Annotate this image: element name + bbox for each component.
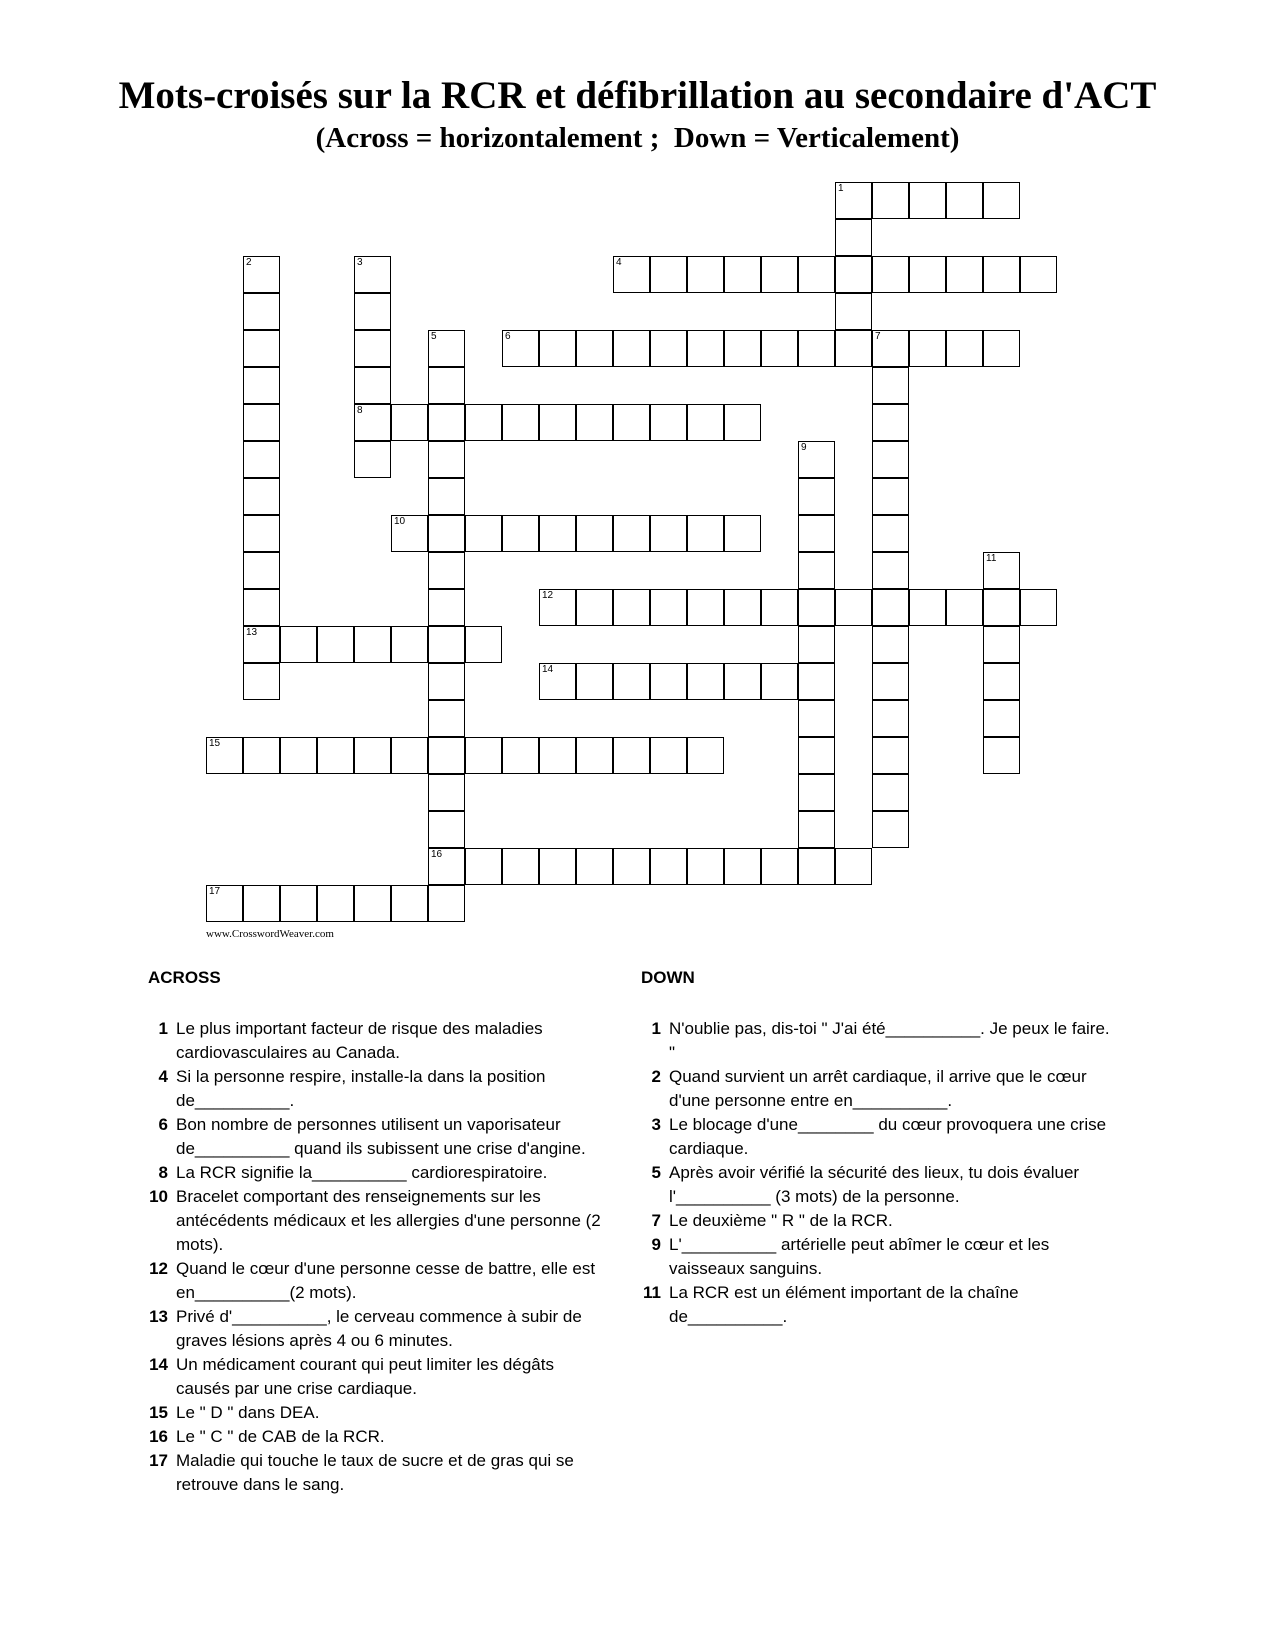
crossword-cell[interactable] [576, 589, 613, 626]
crossword-cell[interactable] [872, 330, 909, 367]
clue-item-text: Maladie qui touche le taux de sucre et de gras qui se retrouve dans le sang. [176, 1451, 574, 1494]
clue-item-text: La RCR signifie la__________ cardiorespiratoire. [176, 1163, 548, 1182]
clue-item-number: 16 [149, 1427, 168, 1446]
clue-item [633, 1113, 1113, 1161]
crossword-cell[interactable] [687, 589, 724, 626]
clue-item-text: Le " C " de CAB de la RCR. [176, 1427, 385, 1446]
crossword-cell[interactable] [798, 478, 835, 515]
clue-item-number: 15 [149, 1403, 168, 1422]
crossword-cell[interactable] [724, 404, 761, 441]
crossword-cell[interactable] [317, 737, 354, 774]
crossword-cell[interactable] [317, 626, 354, 663]
clue-number: 7 [875, 331, 881, 342]
clue-item-text: Quand survient un arrêt cardiaque, il arrive que le cœur d'une personne entre en__________. [669, 1067, 1087, 1110]
clue-item [633, 1281, 1113, 1329]
crossword-cell[interactable] [539, 515, 576, 552]
clue-number: 3 [357, 257, 363, 268]
crossword-cell[interactable] [872, 441, 909, 478]
crossword-cell[interactable] [539, 737, 576, 774]
crossword-cell[interactable] [946, 182, 983, 219]
crossword-cell[interactable] [391, 626, 428, 663]
crossword-cell[interactable] [687, 256, 724, 293]
clue-number: 4 [616, 257, 622, 268]
crossword-cell[interactable] [243, 256, 280, 293]
crossword-cell[interactable] [428, 700, 465, 737]
clue-item [140, 1305, 610, 1353]
clue-item-text: Le " D " dans DEA. [176, 1403, 320, 1422]
crossword-cell[interactable] [798, 589, 835, 626]
crossword-cell[interactable] [428, 848, 465, 885]
crossword-cell[interactable] [243, 404, 280, 441]
crossword-cell[interactable] [872, 367, 909, 404]
crossword-cell[interactable] [687, 848, 724, 885]
clue-item [140, 1257, 610, 1305]
crossword-cell[interactable] [613, 663, 650, 700]
crossword-cell[interactable] [798, 811, 835, 848]
crossword-cell[interactable] [983, 589, 1020, 626]
crossword-cell[interactable] [613, 848, 650, 885]
crossword-cell[interactable] [206, 885, 243, 922]
crossword-cell[interactable] [909, 589, 946, 626]
crossword-cell[interactable] [391, 515, 428, 552]
crossword-cell[interactable] [872, 663, 909, 700]
crossword-cell[interactable] [243, 626, 280, 663]
crossword-cell[interactable] [1020, 256, 1057, 293]
crossword-cell[interactable] [872, 811, 909, 848]
crossword-cell[interactable] [761, 256, 798, 293]
clue-number: 2 [246, 257, 252, 268]
clue-item-text: Le deuxième " R " de la RCR. [669, 1211, 893, 1230]
crossword-cell[interactable] [243, 367, 280, 404]
crossword-cell[interactable] [872, 182, 909, 219]
crossword-cell[interactable] [798, 330, 835, 367]
crossword-cell[interactable] [724, 256, 761, 293]
clue-item-number: 14 [149, 1355, 168, 1374]
crossword-cell[interactable] [983, 663, 1020, 700]
crossword-cell[interactable] [798, 552, 835, 589]
crossword-cell[interactable] [243, 293, 280, 330]
clue-item-number: 4 [158, 1067, 168, 1086]
clue-item-text: Bon nombre de personnes utilisent un vaporisateur de__________ quand ils subissent une crise d'angine. [176, 1115, 586, 1158]
clue-item-text: Quand le cœur d'une personne cesse de battre, elle est en__________(2 mots). [176, 1259, 596, 1302]
clue-item-number: 8 [158, 1163, 168, 1182]
crossword-cell[interactable] [724, 848, 761, 885]
clue-item [633, 1209, 1113, 1233]
crossword-cell[interactable] [502, 404, 539, 441]
crossword-cell[interactable] [872, 700, 909, 737]
crossword-cell[interactable] [465, 404, 502, 441]
clue-item-number: 2 [651, 1067, 661, 1086]
down-heading: DOWN [641, 968, 695, 987]
clue-number: 15 [209, 738, 221, 749]
crossword-cell[interactable] [428, 737, 465, 774]
clue-item-number: 9 [651, 1235, 661, 1254]
crossword-cell[interactable] [354, 367, 391, 404]
clue-number: 12 [542, 590, 554, 601]
crossword-cell[interactable] [502, 848, 539, 885]
crossword-cell[interactable] [687, 330, 724, 367]
clue-item-number: 3 [651, 1115, 661, 1134]
crossword-cell[interactable] [613, 404, 650, 441]
crossword-cell[interactable] [983, 256, 1020, 293]
crossword-cell[interactable] [465, 737, 502, 774]
crossword-cell[interactable] [354, 330, 391, 367]
crossword-cell[interactable] [613, 515, 650, 552]
crossword-cell[interactable] [835, 182, 872, 219]
clue-item [140, 1161, 610, 1185]
clue-item-text: Après avoir vérifié la sécurité des lieux, tu dois évaluer l'__________ (3 mots) de la personne. [669, 1163, 1080, 1206]
clue-item-number: 1 [158, 1019, 168, 1038]
crossword-cell[interactable] [428, 663, 465, 700]
crossword-cell[interactable] [465, 515, 502, 552]
crossword-cell[interactable] [317, 885, 354, 922]
clue-item-text: Si la personne respire, installe-la dans la position de__________. [176, 1067, 546, 1110]
crossword-cell[interactable] [613, 737, 650, 774]
crossword-cell[interactable] [650, 737, 687, 774]
crossword-cell[interactable] [835, 219, 872, 256]
clue-item [140, 1353, 610, 1401]
clue-item [633, 1017, 1113, 1065]
clue-item [633, 1233, 1113, 1281]
clue-item [633, 1065, 1113, 1113]
crossword-cell[interactable] [539, 404, 576, 441]
page-title: Mots-croisés sur la RCR et défibrillation au secondaire d'ACT [118, 74, 1157, 117]
crossword-cell[interactable] [576, 663, 613, 700]
crossword-cell[interactable] [798, 441, 835, 478]
crossword-cell[interactable] [650, 330, 687, 367]
crossword-cell[interactable] [576, 737, 613, 774]
crossword-cell[interactable] [650, 663, 687, 700]
crossword-cell[interactable] [354, 737, 391, 774]
crossword-cell[interactable] [391, 885, 428, 922]
crossword-cell[interactable] [946, 256, 983, 293]
crossword-cell[interactable] [243, 737, 280, 774]
across-heading: ACROSS [148, 968, 221, 987]
clue-item-number: 12 [149, 1259, 168, 1278]
crossword-cell[interactable] [613, 256, 650, 293]
crossword-cell[interactable] [243, 552, 280, 589]
crossword-cell[interactable] [872, 404, 909, 441]
clue-item-number: 1 [651, 1019, 661, 1038]
clue-item-number: 7 [651, 1211, 661, 1230]
crossword-cell[interactable] [798, 256, 835, 293]
crossword-cell[interactable] [428, 774, 465, 811]
crossword-cell[interactable] [354, 885, 391, 922]
credit-text: www.CrosswordWeaver.com [206, 928, 334, 940]
crossword-cell[interactable] [354, 256, 391, 293]
crossword-cell[interactable] [576, 404, 613, 441]
crossword-cell[interactable] [502, 737, 539, 774]
across-clue-list [140, 1017, 610, 1497]
clue-item-number: 10 [149, 1187, 168, 1206]
crossword-cell[interactable] [428, 811, 465, 848]
clue-number: 1 [838, 183, 844, 194]
crossword-cell[interactable] [280, 885, 317, 922]
clue-item-text: La RCR est un élément important de la chaîne de__________. [669, 1283, 1019, 1326]
clue-item-number: 17 [149, 1451, 168, 1470]
crossword-cell[interactable] [613, 589, 650, 626]
crossword-cell[interactable] [687, 663, 724, 700]
down-clue-list [633, 1017, 1113, 1329]
crossword-cell[interactable] [243, 885, 280, 922]
clue-item-text: N'oublie pas, dis-toi " J'ai été__________. Je peux le faire. " [669, 1019, 1110, 1062]
crossword-cell[interactable] [465, 848, 502, 885]
clue-item-text: L'__________ artérielle peut abîmer le cœur et les vaisseaux sanguins. [669, 1235, 1050, 1278]
crossword-cell[interactable] [243, 663, 280, 700]
crossword-cell[interactable] [761, 848, 798, 885]
clue-item-number: 11 [643, 1283, 661, 1302]
crossword-cell[interactable] [428, 404, 465, 441]
clue-item-number: 6 [158, 1115, 168, 1134]
clue-item [140, 1425, 610, 1449]
crossword-cell[interactable] [428, 626, 465, 663]
crossword-cell[interactable] [687, 737, 724, 774]
crossword-cell[interactable] [354, 293, 391, 330]
crossword-cell[interactable] [835, 330, 872, 367]
crossword-cell[interactable] [280, 737, 317, 774]
crossword-cell[interactable] [872, 737, 909, 774]
crossword-cell[interactable] [687, 404, 724, 441]
crossword-cell[interactable] [576, 515, 613, 552]
crossword-cell[interactable] [798, 626, 835, 663]
crossword-cell[interactable] [428, 589, 465, 626]
crossword-cell[interactable] [539, 330, 576, 367]
clue-number: 9 [801, 442, 807, 453]
crossword-cell[interactable] [872, 626, 909, 663]
crossword-cell[interactable] [983, 182, 1020, 219]
clue-item-text: Bracelet comportant des renseignements sur les antécédents médicaux et les allergies d'une personne (2 mots). [176, 1187, 601, 1254]
crossword-cell[interactable] [835, 256, 872, 293]
crossword-cell[interactable] [206, 737, 243, 774]
crossword-cell[interactable] [761, 330, 798, 367]
clue-number: 16 [431, 849, 443, 860]
crossword-cell[interactable] [872, 515, 909, 552]
clue-number: 17 [209, 886, 221, 897]
crossword-cell[interactable] [798, 515, 835, 552]
crossword-cell[interactable] [650, 256, 687, 293]
crossword-cell[interactable] [428, 441, 465, 478]
crossword-cell[interactable] [502, 515, 539, 552]
crossword-cell[interactable] [724, 515, 761, 552]
crossword-cell[interactable] [909, 182, 946, 219]
crossword-cell[interactable] [872, 478, 909, 515]
crossword-cell[interactable] [835, 848, 872, 885]
crossword-cell[interactable] [761, 589, 798, 626]
crossword-cell[interactable] [835, 589, 872, 626]
clue-item [140, 1017, 610, 1065]
clue-number: 8 [357, 405, 363, 416]
clue-item [633, 1161, 1113, 1209]
crossword-cell[interactable] [872, 589, 909, 626]
clue-item-text: Privé d'__________, le cerveau commence à subir de graves lésions après 4 ou 6 minutes. [176, 1307, 582, 1350]
crossword-cell[interactable] [909, 256, 946, 293]
clue-item [140, 1065, 610, 1113]
crossword-cell[interactable] [243, 441, 280, 478]
crossword-cell[interactable] [280, 626, 317, 663]
clue-item-text: Le plus important facteur de risque des maladies cardiovasculaires au Canada. [176, 1019, 543, 1062]
crossword-cell[interactable] [428, 367, 465, 404]
crossword-cell[interactable] [391, 737, 428, 774]
crossword-cell[interactable] [243, 478, 280, 515]
crossword-cell[interactable] [798, 848, 835, 885]
crossword-cell[interactable] [872, 552, 909, 589]
crossword-cell[interactable] [613, 330, 650, 367]
crossword-cell[interactable] [946, 330, 983, 367]
crossword-cell[interactable] [983, 737, 1020, 774]
clue-item-text: Un médicament courant qui peut limiter les dégâts causés par une crise cardiaque. [176, 1355, 554, 1398]
crossword-cell[interactable] [687, 515, 724, 552]
crossword-cell[interactable] [909, 330, 946, 367]
crossword-cell[interactable] [428, 552, 465, 589]
crossword-cell[interactable] [243, 515, 280, 552]
crossword-cell[interactable] [1020, 589, 1057, 626]
clue-item-number: 13 [149, 1307, 168, 1326]
crossword-cell[interactable] [354, 626, 391, 663]
crossword-cell[interactable] [872, 774, 909, 811]
crossword-cell[interactable] [724, 663, 761, 700]
clue-item [140, 1113, 610, 1161]
crossword-cell[interactable] [465, 626, 502, 663]
clue-number: 13 [246, 627, 258, 638]
crossword-cell[interactable] [724, 330, 761, 367]
clue-number: 10 [394, 516, 406, 527]
crossword-cell[interactable] [724, 589, 761, 626]
crossword-cell[interactable] [243, 330, 280, 367]
clue-item-text: Le blocage d'une________ du cœur provoquera une crise cardiaque. [669, 1115, 1107, 1158]
crossword-cell[interactable] [354, 441, 391, 478]
crossword-cell[interactable] [354, 404, 391, 441]
crossword-cell[interactable] [428, 885, 465, 922]
crossword-cell[interactable] [798, 700, 835, 737]
clue-item [140, 1449, 610, 1497]
crossword-cell[interactable] [983, 552, 1020, 589]
crossword-cell[interactable] [835, 293, 872, 330]
clue-number: 5 [431, 331, 437, 342]
clue-number: 11 [986, 553, 997, 564]
crossword-cell[interactable] [983, 700, 1020, 737]
crossword-cell[interactable] [650, 515, 687, 552]
crossword-cell[interactable] [539, 589, 576, 626]
clue-number: 6 [505, 331, 511, 342]
crossword-cell[interactable] [946, 589, 983, 626]
crossword-cell[interactable] [798, 663, 835, 700]
crossword-cell[interactable] [391, 404, 428, 441]
clue-item [140, 1401, 610, 1425]
crossword-cell[interactable] [650, 404, 687, 441]
crossword-cell[interactable] [428, 330, 465, 367]
crossword-cell[interactable] [428, 478, 465, 515]
clue-item-number: 5 [651, 1163, 661, 1182]
crossword-cell[interactable] [761, 663, 798, 700]
crossword-cell[interactable] [428, 515, 465, 552]
crossword-cell[interactable] [872, 256, 909, 293]
crossword-cell[interactable] [539, 848, 576, 885]
crossword-cell[interactable] [243, 589, 280, 626]
crossword-cell[interactable] [983, 330, 1020, 367]
page-subtitle: (Across = horizontalement ; Down = Verticalement) [315, 122, 960, 154]
crossword-cell[interactable] [983, 626, 1020, 663]
crossword-cell[interactable] [650, 848, 687, 885]
crossword-cell[interactable] [502, 330, 539, 367]
crossword-cell[interactable] [650, 589, 687, 626]
clue-item [140, 1185, 610, 1257]
crossword-cell[interactable] [798, 737, 835, 774]
clue-number: 14 [542, 664, 554, 675]
crossword-cell[interactable] [539, 663, 576, 700]
crossword-cell[interactable] [576, 848, 613, 885]
crossword-cell[interactable] [798, 774, 835, 811]
crossword-cell[interactable] [576, 330, 613, 367]
